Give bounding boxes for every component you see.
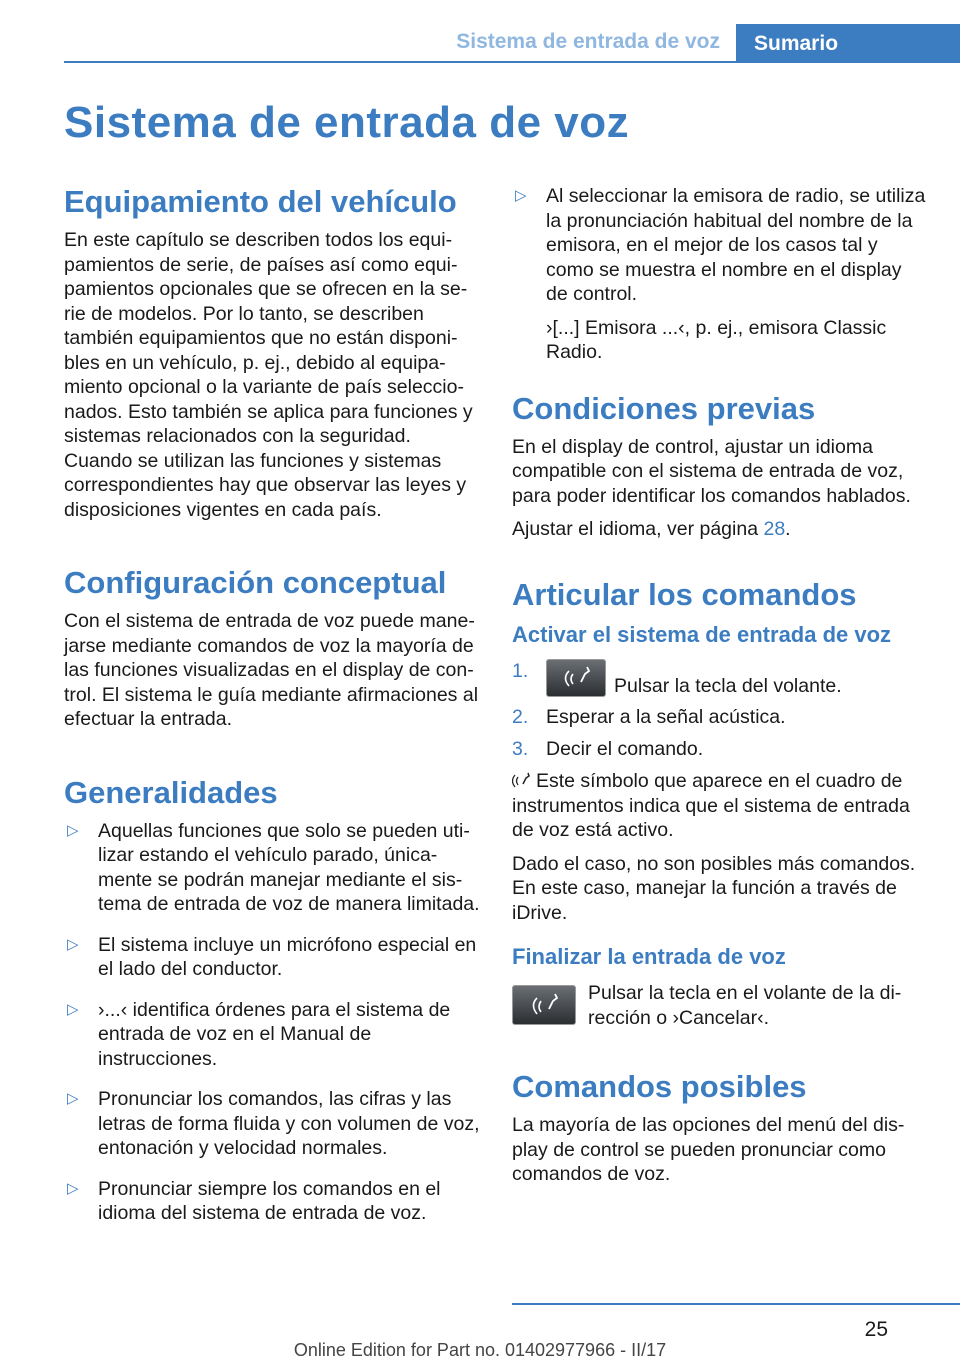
condiciones-text: En el display de control, ajustar un idioma compatible con el sistema de entrada de voz, para poder identificar los comandos hablados. [512,435,911,507]
note-text: Dado el caso, no son posibles más comandos. En este caso, manejar la función a través de iDrive. [512,852,916,924]
page-number: 25 [864,1318,888,1341]
triangle-right-outline-icon: ▷ [67,1090,79,1107]
voice-activation-key-icon [546,659,606,697]
triangle-right-outline-icon: ▷ [67,821,79,839]
heading-condiciones: Condiciones previas [512,390,816,426]
list-item: 2. Esperar a la señal acústica. [512,706,786,728]
generalidades-list [64,819,480,1226]
voice-active-symbol-icon [512,770,532,790]
list-item: ▷ Aquellas funciones que solo se pueden utilizar estando el vehículo parado, únicamente se podrán manejar mediante el sistema de entrada de voz de manera limitada. [67,819,480,915]
triangle-right-outline-icon: ▷ [67,1179,79,1197]
condiciones-ref: Ajustar el idioma, ver página 28. [512,518,791,540]
right-column [512,184,928,1196]
triangle-right-outline-icon: ▷ [67,935,79,953]
list-item: ▷ ›...‹ identifica órdenes para el sistema de entrada de voz en el Manual de instrucciones. [67,998,451,1070]
steps-list [512,659,928,762]
list-item: 3. Decir el comando. [512,737,704,760]
heading-comandos: Comandos posibles [512,1069,807,1104]
configuracion-text: Con el sistema de entrada de voz puede manejarse mediante comandos de voz la mayoría de las funciones visualizadas en el display de control. El sistema le guía mediante afirmaciones al efectuar la entrada. [64,610,479,730]
comandos-text: La mayoría de las opciones del menú del display de control se pueden pronunciar como comandos de voz. [512,1114,905,1185]
list-item: ▷ Pronunciar siempre los comandos en el idioma del sistema de entrada de voz. [67,1177,441,1224]
triangle-right-outline-icon: ▷ [67,1000,79,1018]
heading-generalidades: Generalidades [64,774,278,810]
finalizar-row [512,981,928,1030]
header-section-title: Sistema de entrada de voz [456,30,720,53]
triangle-right-outline-icon: ▷ [515,187,527,204]
finalizar-text: Pulsar la tecla en el volante de la dirección o ›Cancelar‹. [588,982,902,1029]
list-item: ▷ El sistema incluye un micrófono especial en el lado del conductor. [67,933,477,980]
left-column [64,184,480,1242]
footer-rule [512,1303,960,1305]
list-item: 1. Pulsar la tecla del volante. [512,659,842,697]
page-link[interactable]: 28 [763,518,786,540]
list-item: ▷ Al seleccionar la emisora de radio, se utiliza la pronunciación habitual del nombre de la emisora, en el mejor de los casos tal y como se muestra el nombre en el display de control. ›[...] Emisora ...‹, p. ej., emisora Classic Radio. [512,184,928,365]
equipamiento-text: En este capítulo se describen todos los equipamientos de serie, de países así como equipamientos opcionales que se ofrecen en la serie de modelos. Por lo tanto, se describen también equipamientos que no están disponibles en un vehículo, p. ej., debido al equipamiento opcional o la variante de país seleccionados. Esto también se aplica para funciones y sistemas relacionados con la seguridad. Cuando se utilizan las funciones y sistemas correspondientes hay que observar las leyes y disposiciones vigentes en cada país. [64,229,473,521]
edition-text: Online Edition for Part no. 01402977966 - II/17 [293,1340,667,1360]
heading-articular: Articular los comandos [512,576,857,612]
header-tab-sumario[interactable]: Sumario [736,24,960,63]
radio-example: ›[...] Emisora ...‹, p. ej., emisora Classic Radio. [546,316,887,363]
heading-configuracion: Configuración conceptual [64,565,447,600]
heading-activar: Activar el sistema de entrada de voz [512,621,892,647]
symbol-text: Este símbolo que aparece en el cuadro de instrumentos indica que el sistema de entrada de voz está activo. [512,770,910,841]
list-item: ▷ Pronunciar los comandos, las cifras y las letras de forma fluida y con volumen de voz, entonación y velocidad normales. [67,1088,480,1159]
page-title: Sistema de entrada de voz [64,98,630,147]
radio-list [512,184,928,365]
voice-activation-key-icon [512,985,576,1025]
heading-finalizar: Finalizar la entrada de voz [512,944,786,969]
heading-equipamiento: Equipamiento del vehículo [64,184,457,219]
